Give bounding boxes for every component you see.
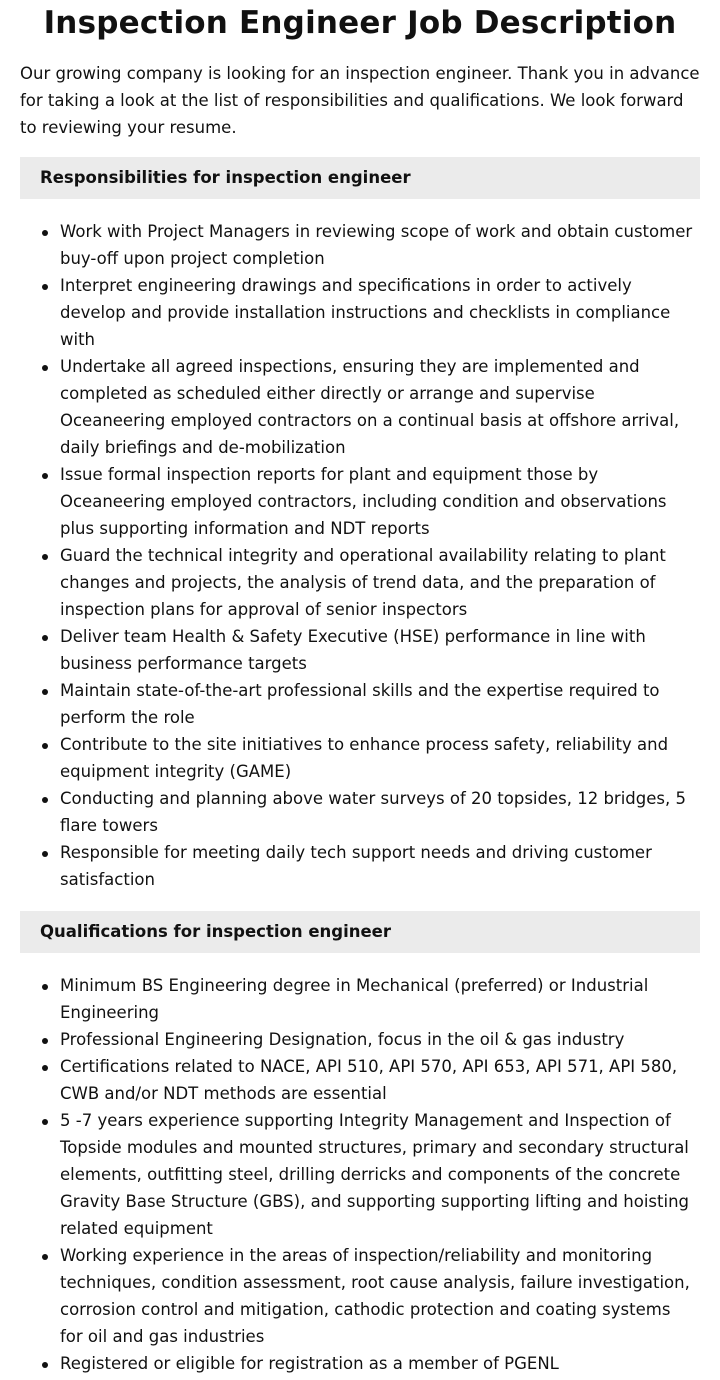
responsibilities-heading: Responsibilities for inspection engineer [20,157,700,199]
list-item-text: Minimum BS Engineering degree in Mechanical (preferred) or Industrial Engineering [60,976,649,1022]
list-item-text: Contribute to the site initiatives to enhance process safety, reliability and equipment integrity (GAME) [60,735,669,781]
bullet-icon [42,851,48,857]
bullet-icon [42,1065,48,1071]
list-item-text: Undertake all agreed inspections, ensuring they are implemented and completed as scheduled either directly or arrange and supervise Oceaneering employed contractors on a continual basis at offshore arrival, daily briefings and de-mobilization [60,357,680,457]
bullet-icon [42,365,48,371]
bullet-icon [42,635,48,641]
bullet-icon [42,1254,48,1260]
list-item-text: Conducting and planning above water surveys of 20 topsides, 12 bridges, 5 flare towers [60,789,686,835]
list-item [20,218,700,272]
bullet-icon [42,1362,48,1368]
list-item-text: 5 -7 years experience supporting Integrity Management and Inspection of Topside modules and mounted structures, primary and secondary structural elements, outfitting steel, drilling derricks and components of the concrete Gravity Base Structure (GBS), and supporting supporting lifting and hoisting related equipment [60,1111,690,1238]
list-item [20,785,700,839]
list-item [20,1242,700,1350]
bullet-icon [42,554,48,560]
intro-paragraph: Our growing company is looking for an inspection engineer. Thank you in advance for taking a look at the list of responsibilities and qualifications. We look forward to reviewing your resume. [20,64,700,137]
list-item [20,542,700,623]
list-item [20,272,700,353]
bullet-icon [42,1119,48,1125]
list-item [20,731,700,785]
list-item [20,1107,700,1242]
responsibilities-list [20,218,700,893]
list-item-text: Issue formal inspection reports for plant and equipment those by Oceaneering employed contractors, including condition and observations plus supporting information and NDT reports [60,465,667,538]
list-item-text: Certifications related to NACE, API 510, API 570, API 653, API 571, API 580, CWB and/or NDT methods are essential [60,1057,678,1103]
bullet-icon [42,230,48,236]
qualifications-heading: Qualifications for inspection engineer [20,911,700,953]
bullet-icon [42,797,48,803]
list-item [20,353,700,461]
bullet-icon [42,284,48,290]
qualifications-list [20,972,700,1377]
list-item-text: Deliver team Health & Safety Executive (HSE) performance in line with business performance targets [60,627,646,673]
list-item-text: Maintain state-of-the-art professional skills and the expertise required to perform the role [60,681,660,727]
bullet-icon [42,473,48,479]
list-item-text: Work with Project Managers in reviewing scope of work and obtain customer buy-off upon project completion [60,222,693,268]
list-item [20,1026,700,1053]
list-item-text: Responsible for meeting daily tech support needs and driving customer satisfaction [60,843,652,889]
list-item-text: Professional Engineering Designation, focus in the oil & gas industry [60,1030,625,1049]
list-item-text: Working experience in the areas of inspection/reliability and monitoring techniques, condition assessment, root cause analysis, failure investigation, corrosion control and mitigation, cathodic protection and coating systems for oil and gas industries [60,1246,690,1346]
list-item [20,1350,700,1377]
list-item [20,839,700,893]
list-item [20,1053,700,1107]
list-item [20,623,700,677]
list-item [20,972,700,1026]
list-item-text: Registered or eligible for registration as a member of PGENL [60,1354,559,1373]
list-item [20,461,700,542]
list-item-text: Guard the technical integrity and operational availability relating to plant changes and projects, the analysis of trend data, and the preparation of inspection plans for approval of senior inspectors [60,546,666,619]
bullet-icon [42,984,48,990]
page-title: Inspection Engineer Job Description [43,5,677,41]
bullet-icon [42,743,48,749]
list-item [20,677,700,731]
list-item-text: Interpret engineering drawings and specifications in order to actively develop and provide installation instructions and checklists in compliance with [60,276,671,349]
bullet-icon [42,1038,48,1044]
bullet-icon [42,689,48,695]
